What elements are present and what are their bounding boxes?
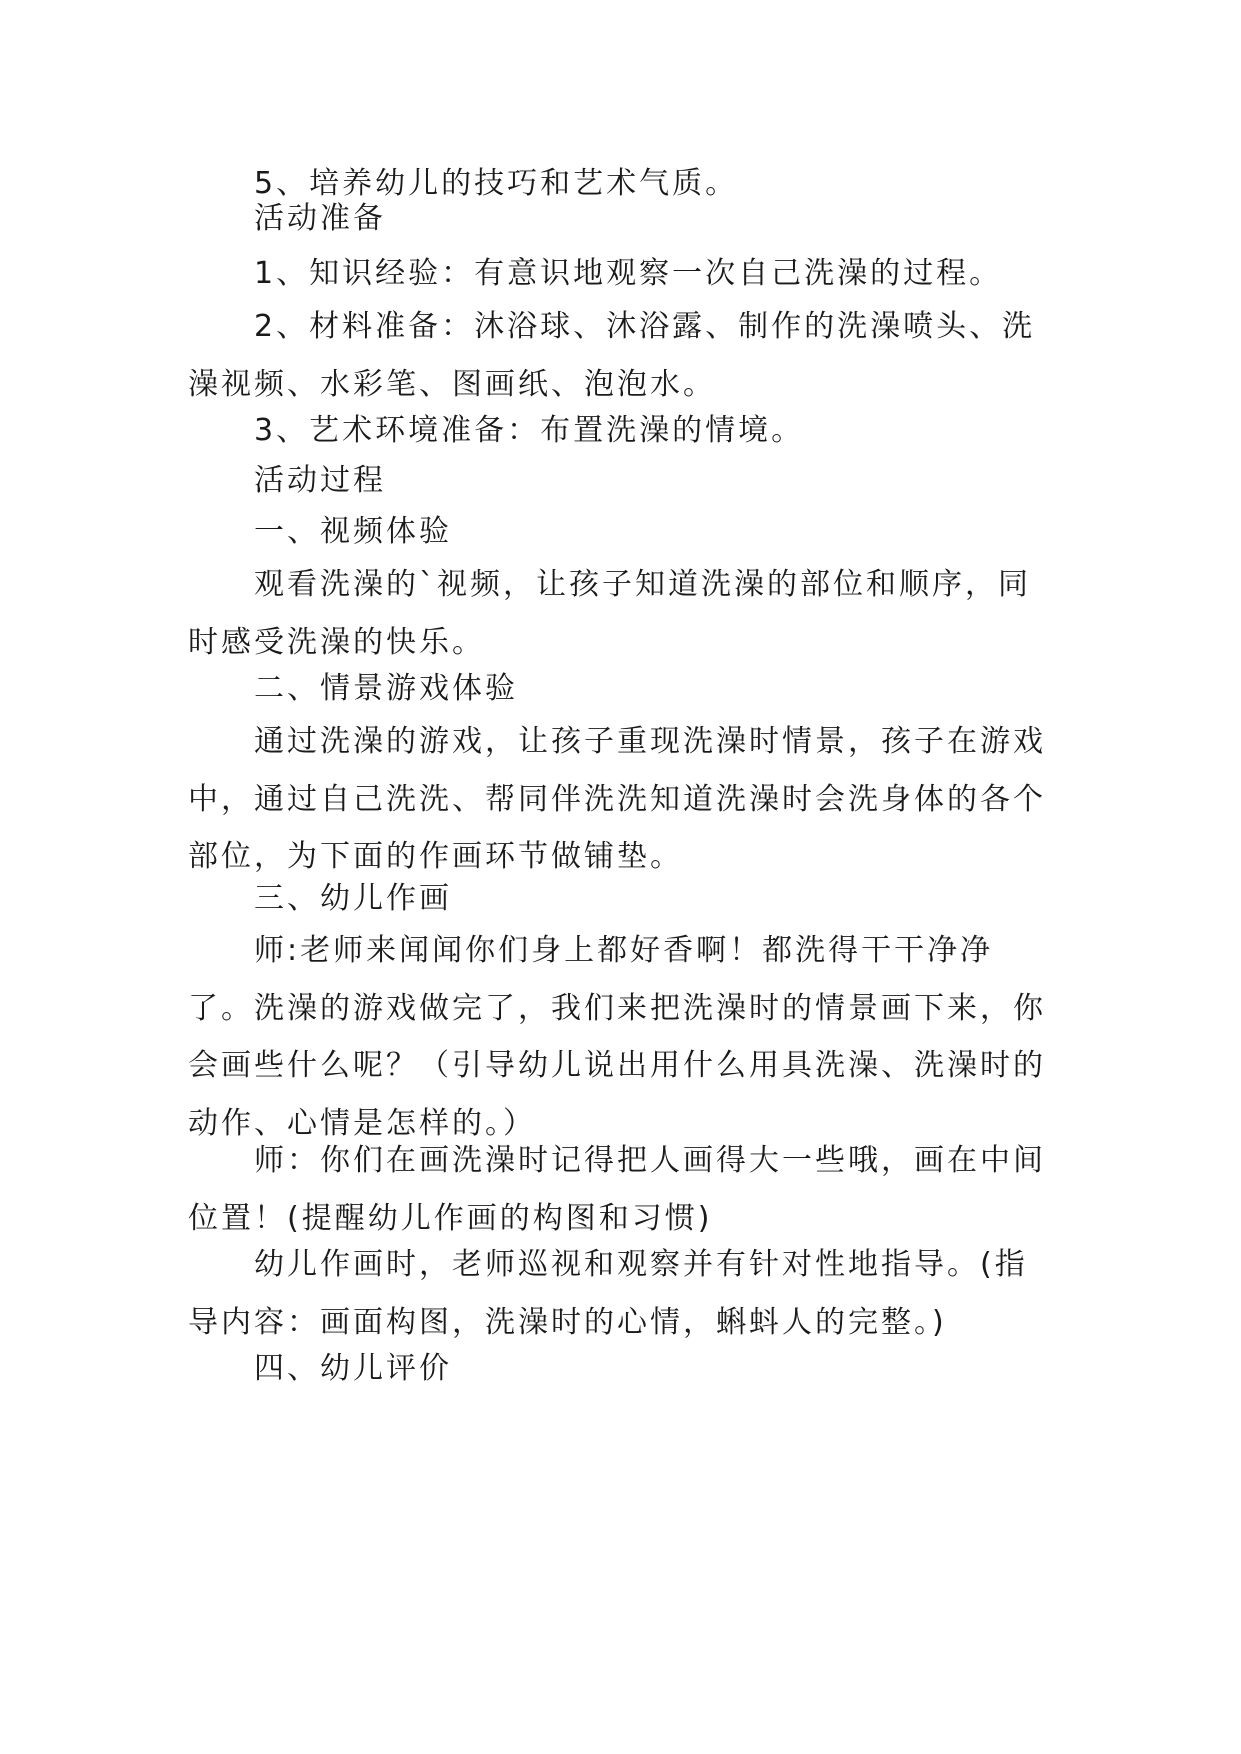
paragraph-teacher-prompt-1: 师:老师来闻闻你们身上都好香啊！都洗得干干净净了。洗澡的游戏做完了，我们来把洗澡时的情景画下来，你会画些什么呢？（引导幼儿说出用什么用具洗澡、洗澡时的动作、心情是怎样的。） (188, 933, 1046, 1141)
paragraph-goal-5: 5、培养幼儿的技巧和艺术气质。 (254, 166, 739, 201)
paragraph-prep-environment: 3、艺术环境准备：布置洗澡的情境。 (254, 413, 805, 448)
paragraph-guidance: 幼儿作画时，老师巡视和观察并有针对性地指导。(指导内容：画面构图，洗澡时的心情，蝌蚪人的完整。) (188, 1247, 1028, 1340)
paragraph-teacher-prompt-2: 师：你们在画洗澡时记得把人画得大一些哦，画在中间位置！(提醒幼儿作画的构图和习惯) (188, 1143, 1046, 1236)
paragraph-prep-knowledge: 1、知识经验：有意识地观察一次自己洗澡的过程。 (254, 256, 1003, 291)
heading-step-video: 一、视频体验 (254, 514, 452, 549)
heading-step-game: 二、情景游戏体验 (254, 671, 518, 706)
paragraph-step-game: 通过洗澡的游戏，让孩子重现洗澡时情景，孩子在游戏中，通过自己洗洗、帮同伴洗洗知道洗澡时会洗身体的各个部位，为下面的作画环节做铺垫。 (188, 724, 1046, 874)
heading-activity-preparation: 活动准备 (254, 201, 386, 236)
heading-step-drawing: 三、幼儿作画 (254, 881, 452, 916)
heading-step-evaluation: 四、幼儿评价 (254, 1351, 452, 1386)
paragraph-step-video: 观看洗澡的`视频，让孩子知道洗澡的部位和顺序，同时感受洗澡的快乐。 (188, 567, 1031, 660)
heading-activity-process: 活动过程 (254, 463, 386, 498)
paragraph-prep-materials: 2、材料准备：沐浴球、沐浴露、制作的洗澡喷头、洗澡视频、水彩笔、图画纸、泡泡水。 (188, 309, 1036, 402)
